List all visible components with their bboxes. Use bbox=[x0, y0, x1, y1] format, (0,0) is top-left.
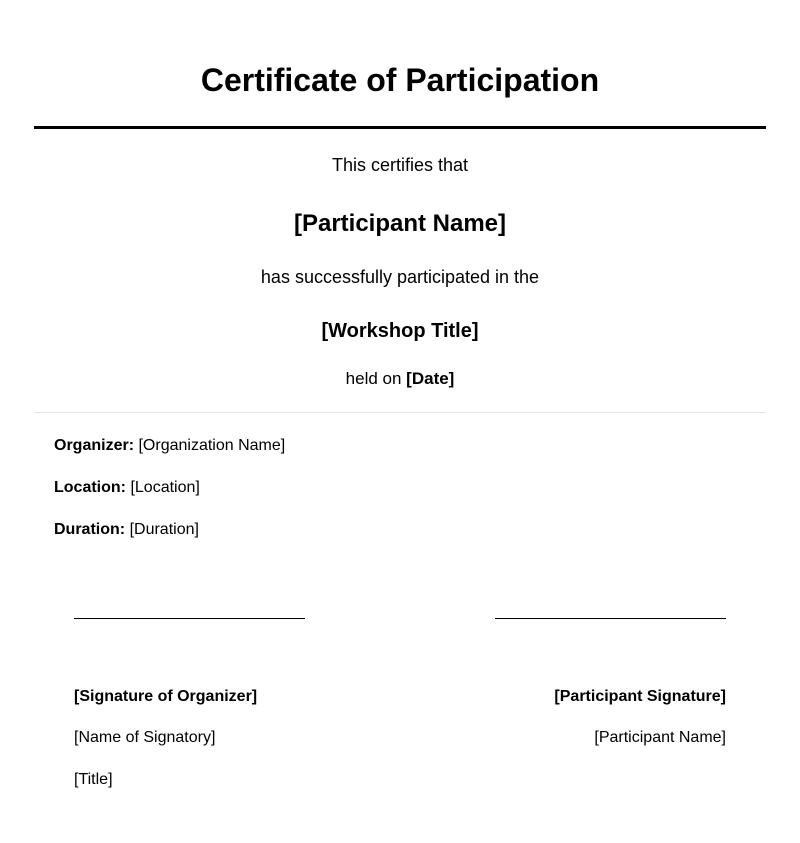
location-detail bbox=[54, 478, 200, 498]
location-label: Location: bbox=[54, 479, 126, 496]
section-divider bbox=[34, 412, 766, 413]
organizer-detail bbox=[54, 436, 285, 456]
workshop-title: [Workshop Title] bbox=[321, 320, 479, 342]
held-on-text: held on bbox=[345, 369, 402, 388]
title-underline bbox=[34, 126, 766, 129]
organizer-value: [Organization Name] bbox=[138, 437, 286, 454]
certificate-title: Certificate of Participation bbox=[200, 62, 600, 98]
certifies-text: This certifies that bbox=[331, 155, 469, 175]
duration-value: [Duration] bbox=[129, 521, 199, 538]
duration-label: Duration: bbox=[54, 521, 126, 538]
participation-text: has successfully participated in the bbox=[260, 267, 540, 287]
participant-signature-heading: [Participant Signature] bbox=[554, 688, 726, 705]
location-value: [Location] bbox=[130, 479, 200, 496]
event-date: [Date] bbox=[406, 369, 455, 388]
organizer-signature-line bbox=[74, 618, 305, 619]
participant-signature-name: [Participant Name] bbox=[594, 729, 726, 746]
organizer-label: Organizer: bbox=[54, 437, 135, 454]
participant-signature-line bbox=[495, 618, 726, 619]
participant-name: [Participant Name] bbox=[293, 210, 507, 237]
duration-detail bbox=[54, 520, 199, 540]
signatory-title: [Title] bbox=[74, 771, 113, 788]
held-on-line bbox=[0, 368, 800, 390]
organizer-signature-heading: [Signature of Organizer] bbox=[74, 688, 258, 705]
signatory-name: [Name of Signatory] bbox=[74, 729, 216, 746]
